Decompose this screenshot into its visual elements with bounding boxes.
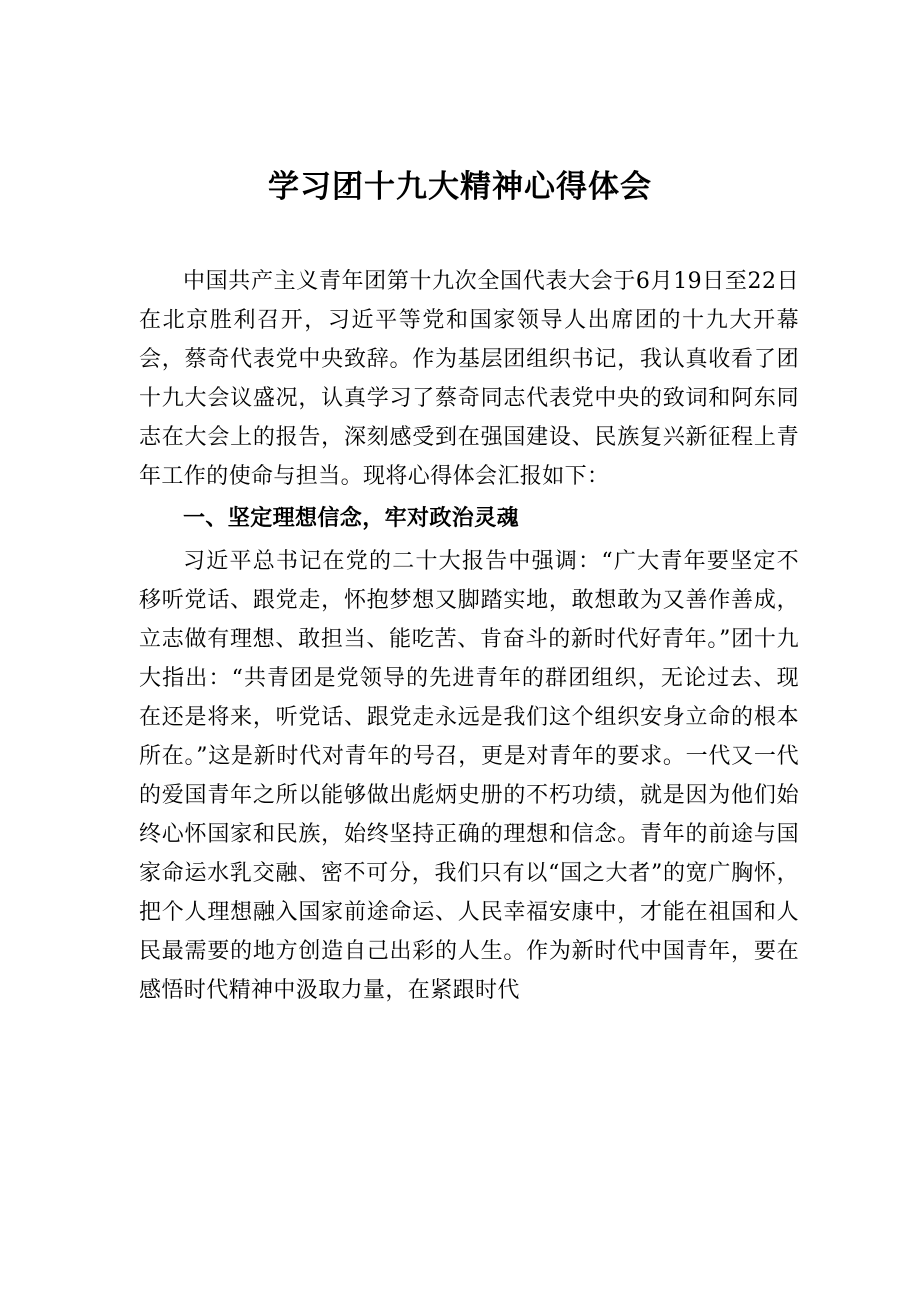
section-1-heading: 一、坚定理想信念，牢对政治灵魂 <box>183 506 520 531</box>
section-1-paragraph: 习近平总书记在党的二十大报告中强调：“广大青年要坚定不移听党话、跟党走，怀抱梦想又脚踏实地，敢想敢为又善作善成，立志做有理想、敢担当、能吃苦、肯奋斗的新时代好青年。”团十九大指出：“共青团是党领导的先进青年的群团组织，无论过去、现在还是将来，听党话、跟党走永远是我们这个组织安身立命的根本所在。”这是新时代对青年的号召，更是对青年的要求。一代又一代的爱国青年之所以能够做出彪炳史册的不朽功绩，就是因为他们始终心怀国家和民族，始终坚持正确的理想和信念。青年的前途与国家命运水乳交融、密不可分，我们只有以“国之大者”的宽广胸怀，把个人理想融入国家前途命运、人民幸福安康中，才能在祖国和人民最需要的地方创造自己出彩的人生。作为新时代中国青年，要在感悟时代精神中汲取力量，在紧跟时代 <box>139 549 799 1003</box>
document-body <box>139 262 799 1010</box>
document-title: 学习团十九大精神心得体会 <box>268 169 652 205</box>
intro-paragraph: 中国共产主义青年团第十九次全国代表大会于6月19日至22日在北京胜利召开，习近平等党和国家领导人出席团的十九大开幕会，蔡奇代表党中央致辞。作为基层团组织书记，我认真收看了团十九大会议盛况，认真学习了蔡奇同志代表党中央的致词和阿东同志在大会上的报告，深刻感受到在强国建设、民族复兴新征程上青年工作的使命与担当。现将心得体会汇报如下： <box>139 269 799 489</box>
